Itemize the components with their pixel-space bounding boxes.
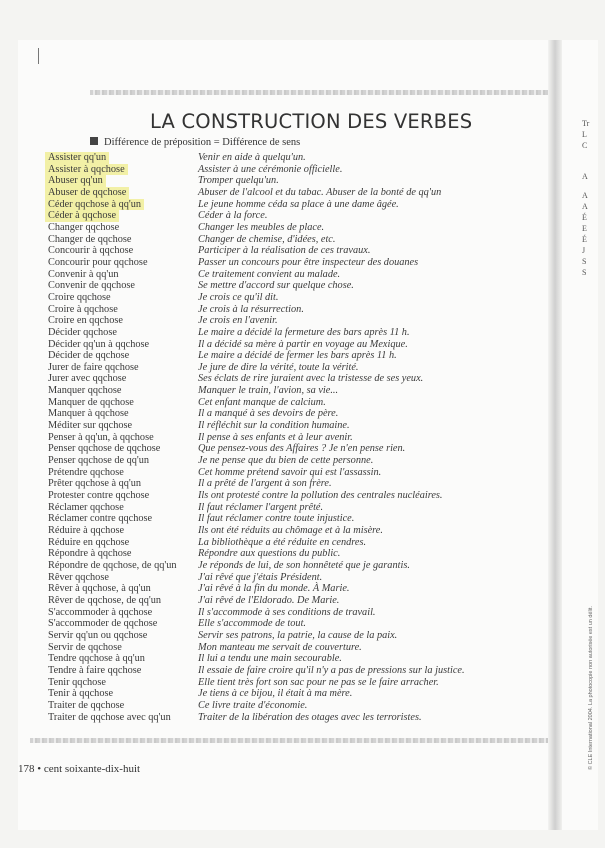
example-sentence: Ils ont été réduits au chômage et à la misère. — [198, 525, 383, 536]
example-sentence: Il s'accommode à ses conditions de travail. — [198, 606, 376, 618]
table-row — [0, 408, 540, 420]
example-sentence: Le jeune homme céda sa place à une dame âgée. — [198, 198, 399, 210]
example-sentence: Traiter de la libération des otages avec les terroristes. — [198, 711, 422, 723]
table-row — [0, 187, 540, 199]
example-sentence: Ils ont protesté contre la pollution des centrales nucléaires. — [198, 490, 443, 502]
top-divider — [90, 90, 550, 95]
verb-construction: Répondre à qqchose — [48, 548, 132, 560]
table-row — [0, 152, 540, 164]
verb-construction: Céder à qqchose — [45, 210, 119, 222]
section-subtitle — [90, 137, 300, 148]
example-sentence: Répondre aux questions du public. — [198, 548, 341, 560]
example-sentence: Elle tient très fort son sac pour ne pas se le faire arracher. — [198, 676, 439, 688]
example-sentence: Elle s'accommode de tout. — [198, 618, 307, 630]
example-sentence: Je crois ce qu'il dit. — [198, 291, 279, 303]
margin-letter: A — [582, 191, 588, 200]
table-row — [0, 397, 540, 409]
table-row — [0, 432, 540, 444]
example-sentence: Participer à la réalisation de ces travaux. — [198, 245, 371, 257]
verb-construction: Traiter de qqchose avec qq'un — [48, 711, 171, 723]
verb-construction: Convenir de qqchose — [48, 280, 135, 292]
table-row — [0, 560, 540, 572]
table-row — [0, 548, 540, 560]
table-row — [0, 420, 540, 432]
verb-construction: S'accommoder à qqchose — [48, 606, 153, 618]
margin-letter: Tr — [582, 119, 590, 128]
margin-letter: É — [582, 213, 587, 222]
example-sentence: Il a décidé sa mère à partir en voyage au Mexique. — [198, 338, 408, 350]
example-sentence: Ce traitement convient au malade. — [198, 268, 341, 280]
table-row — [0, 490, 540, 502]
table-row — [0, 199, 540, 211]
example-sentence: Passer un concours pour être inspecteur des douanes — [198, 256, 419, 268]
verb-construction: Penser à qq'un, à qqchose — [48, 431, 154, 443]
margin-letter: S — [582, 257, 587, 266]
table-row — [0, 327, 540, 339]
verb-construction: Tenir qqchose — [48, 676, 106, 688]
table-row — [0, 350, 540, 362]
verb-construction: Réclamer qqchose — [48, 501, 124, 513]
table-row — [0, 269, 540, 281]
table-row — [0, 245, 540, 257]
verb-construction: Tenir à qqchose — [48, 688, 114, 700]
verb-construction: Concourir à qqchose — [48, 245, 134, 257]
verb-construction: Jurer de faire qqchose — [48, 361, 139, 373]
margin-letter: A — [582, 172, 588, 181]
example-sentence: Il a prêté de l'argent à son frère. — [198, 478, 332, 490]
table-row — [0, 525, 540, 537]
margin-letter: L — [582, 130, 587, 139]
table-row — [0, 257, 540, 269]
verb-construction: Assister qq'un — [45, 152, 109, 164]
table-row — [0, 467, 540, 479]
verb-construction: Assister à qqchose — [45, 164, 128, 176]
page-number: 178 • cent soixante-dix-huit — [18, 763, 141, 775]
verb-construction: Abuser de qqchose — [45, 187, 129, 199]
table-row — [0, 688, 540, 700]
example-sentence: Il lui a tendu une main secourable. — [198, 653, 342, 665]
example-sentence: J'ai rêvé à la fin du monde. À Marie. — [198, 583, 350, 595]
page-title: LA CONSTRUCTION DES VERBES — [150, 110, 473, 133]
verb-construction: Décider de qqchose — [48, 350, 130, 362]
example-sentence: Manquer le train, l'avion, sa vie... — [198, 385, 339, 397]
example-sentence: Ses éclats de rire juraient avec la tristesse de ses yeux. — [198, 373, 424, 385]
verb-construction: Répondre de qqchose, de qq'un — [48, 559, 177, 571]
verb-construction: Tendre qqchose à qq'un — [48, 653, 145, 665]
table-row — [0, 618, 540, 630]
verb-construction: Penser qqchose de qq'un — [48, 455, 150, 467]
table-row — [0, 502, 540, 514]
table-row — [0, 280, 540, 292]
table-row — [0, 712, 540, 724]
verb-construction: Décider qq'un à qqchose — [48, 338, 150, 350]
verb-construction: Réclamer contre qqchose — [48, 513, 153, 525]
table-row — [0, 292, 540, 304]
example-sentence: Tromper quelqu'un. — [198, 175, 279, 187]
next-page-margin — [582, 118, 602, 278]
example-sentence: Je crois à la résurrection. — [198, 303, 304, 315]
table-row — [0, 455, 540, 467]
example-sentence: Il réfléchit sur la condition humaine. — [198, 420, 350, 432]
verb-construction: Prêter qqchose à qq'un — [48, 478, 142, 490]
scan-mark — [38, 48, 39, 64]
example-sentence: Se mettre d'accord sur quelque chose. — [198, 280, 354, 292]
table-row — [0, 677, 540, 689]
example-sentence: Changer les meubles de place. — [198, 221, 325, 233]
margin-letter: J — [582, 246, 586, 255]
verb-construction: Convenir à qq'un — [48, 268, 119, 280]
example-sentence: Je crois en l'avenir. — [198, 315, 278, 327]
table-row — [0, 478, 540, 490]
table-row — [0, 164, 540, 176]
verb-construction: Abuser qq'un — [45, 175, 106, 187]
verb-construction: Méditer sur qqchose — [48, 420, 133, 432]
example-sentence: J'ai rêvé de l'Eldorado. De Marie. — [198, 594, 340, 606]
example-sentence: Il a manqué à ses devoirs de père. — [198, 408, 339, 420]
example-sentence: Le maire a décidé la fermeture des bars après 11 h. — [198, 326, 410, 338]
table-row — [0, 373, 540, 385]
verb-construction: Décider qqchose — [48, 326, 117, 338]
example-sentence: Mon manteau me servait de couverture. — [198, 641, 362, 653]
verb-table — [0, 152, 540, 723]
table-row — [0, 222, 540, 234]
binding-gutter — [548, 40, 562, 830]
table-row — [0, 665, 540, 677]
verb-construction: Servir qq'un ou qqchose — [48, 629, 148, 641]
copyright-notice: © CLE International 2004. La photocopie non autorisée est un délit. — [588, 606, 594, 770]
table-row — [0, 175, 540, 187]
margin-letter: C — [582, 141, 588, 150]
verb-construction: Manquer de qqchose — [48, 396, 134, 408]
table-row — [0, 362, 540, 374]
verb-construction: Traiter de qqchose — [48, 699, 125, 711]
square-bullet-icon — [90, 137, 98, 145]
table-row — [0, 607, 540, 619]
example-sentence: Que pensez-vous des Affaires ? Je n'en pense rien. — [198, 443, 406, 455]
example-sentence: Je réponds de lui, de son honnêteté que je garantis. — [198, 559, 410, 571]
table-row — [0, 210, 540, 222]
example-sentence: Il essaie de faire croire qu'il n'y a pas de pressions sur la justice. — [198, 664, 465, 676]
margin-letter: E — [582, 224, 587, 233]
table-row — [0, 513, 540, 525]
verb-construction: Croire en qqchose — [48, 315, 123, 327]
verb-construction: Croire à qqchose — [48, 303, 118, 315]
example-sentence: Il faut réclamer l'argent prêté. — [198, 501, 324, 513]
example-sentence: Venir en aide à quelqu'un. — [198, 152, 306, 163]
table-row — [0, 642, 540, 654]
verb-construction: Rêver de qqchose, de qq'un — [48, 594, 162, 606]
example-sentence: Abuser de l'alcool et du tabac. Abuser de la bonté de qq'un — [198, 186, 442, 198]
verb-construction: Protester contre qqchose — [48, 490, 150, 502]
table-row — [0, 700, 540, 712]
example-sentence: Cet homme prétend savoir qui est l'assassin. — [198, 466, 382, 478]
verb-construction: Rêver à qqchose, à qq'un — [48, 583, 151, 595]
verb-construction: Céder qqchose à qq'un — [45, 199, 144, 211]
bottom-divider — [30, 738, 550, 743]
example-sentence: J'ai rêvé que j'étais Président. — [198, 571, 323, 583]
table-row — [0, 537, 540, 549]
verb-construction: Manquer à qqchose — [48, 408, 129, 420]
margin-letter: S — [582, 268, 587, 277]
verb-construction: Réduire en qqchose — [48, 536, 130, 548]
example-sentence: Je jure de dire la vérité, toute la vérité. — [198, 361, 359, 373]
example-sentence: Servir ses patrons, la patrie, la cause de la paix. — [198, 629, 398, 641]
example-sentence: La bibliothèque a été réduite en cendres. — [198, 536, 367, 548]
table-row — [0, 339, 540, 351]
table-row — [0, 595, 540, 607]
table-row — [0, 630, 540, 642]
example-sentence: Il pense à ses enfants et à leur avenir. — [198, 431, 353, 443]
example-sentence: Je tiens à ce bijou, il était à ma mère. — [198, 688, 353, 700]
example-sentence: Le maire a décidé de fermer les bars après 11 h. — [198, 350, 397, 362]
verb-construction: Rêver qqchose — [48, 571, 109, 583]
table-row — [0, 304, 540, 316]
verb-construction: Concourir pour qqchose — [48, 256, 148, 268]
verb-construction: Servir de qqchose — [48, 641, 122, 653]
verb-construction: Manquer qqchose — [48, 385, 122, 397]
example-sentence: Assister à une cérémonie officielle. — [198, 163, 343, 175]
table-row — [0, 234, 540, 246]
example-sentence: Ce livre traite d'économie. — [198, 699, 308, 711]
margin-letter: É — [582, 235, 587, 244]
verb-construction: Croire qqchose — [48, 291, 111, 303]
table-row — [0, 572, 540, 584]
subtitle-text: Différence de préposition = Différence de sens — [104, 137, 301, 148]
verb-construction: Changer qqchose — [48, 221, 120, 233]
verb-construction: Tendre à faire qqchose — [48, 664, 142, 676]
table-row — [0, 653, 540, 665]
example-sentence: Il faut réclamer contre toute injustice. — [198, 513, 355, 525]
verb-construction: Changer de qqchose — [48, 233, 132, 245]
verb-construction: Réduire à qqchose — [48, 525, 125, 536]
verb-construction: S'accommoder de qqchose — [48, 618, 158, 630]
verb-construction: Jurer avec qqchose — [48, 373, 127, 385]
verb-construction: Penser qqchose de qqchose — [48, 443, 161, 455]
margin-letter: A — [582, 202, 588, 211]
table-row — [0, 583, 540, 595]
verb-construction: Prétendre qqchose — [48, 466, 124, 478]
example-sentence: Cet enfant manque de calcium. — [198, 396, 326, 408]
table-row — [0, 385, 540, 397]
example-sentence: Céder à la force. — [198, 210, 268, 222]
table-row — [0, 443, 540, 455]
example-sentence: Changer de chemise, d'idées, etc. — [198, 233, 336, 245]
table-row — [0, 315, 540, 327]
example-sentence: Je ne pense que du bien de cette personne. — [198, 455, 374, 467]
